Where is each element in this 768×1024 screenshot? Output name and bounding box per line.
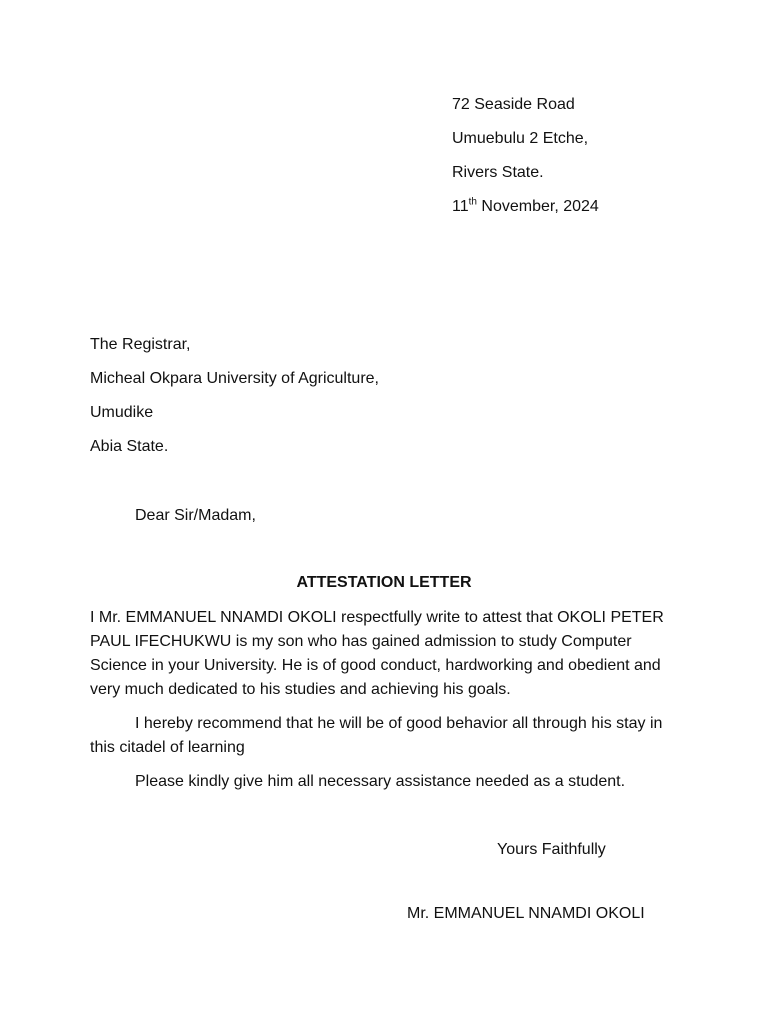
recipient-line-2: Micheal Okpara University of Agriculture, (90, 370, 379, 387)
body-para2-line1: I hereby recommend that he will be of good behavior all through his stay in (135, 715, 663, 732)
sender-address-line-3: Rivers State. (452, 164, 544, 181)
letter-date (452, 197, 599, 217)
recipient-line-4: Abia State. (90, 438, 169, 455)
date-day: 11 (452, 198, 469, 215)
recipient-line-3: Umudike (90, 404, 154, 421)
body-para1-line2: PAUL IFECHUKWU is my son who has gained admission to study Computer (90, 633, 632, 650)
body-para2-line2: this citadel of learning (90, 739, 245, 756)
sender-address-line-1: 72 Seaside Road (452, 96, 575, 113)
body-para1-line4: very much dedicated to his studies and achieving his goals. (90, 681, 511, 698)
salutation: Dear Sir/Madam, (135, 507, 256, 524)
date-rest: November, 2024 (476, 198, 599, 215)
letter-subject: ATTESTATION LETTER (296, 574, 472, 591)
body-para1-line3: Science in your University. He is of good conduct, hardworking and obedient and (90, 657, 661, 674)
signatory-name: Mr. EMMANUEL NNAMDI OKOLI (407, 905, 645, 922)
body-para1-line1: I Mr. EMMANUEL NNAMDI OKOLI respectfully write to attest that OKOLI PETER (90, 609, 664, 626)
closing: Yours Faithfully (497, 841, 606, 858)
body-para3: Please kindly give him all necessary assistance needed as a student. (135, 773, 626, 790)
sender-address-line-2: Umuebulu 2 Etche, (452, 130, 589, 147)
date-suffix: th (468, 196, 477, 208)
recipient-line-1: The Registrar, (90, 336, 191, 353)
